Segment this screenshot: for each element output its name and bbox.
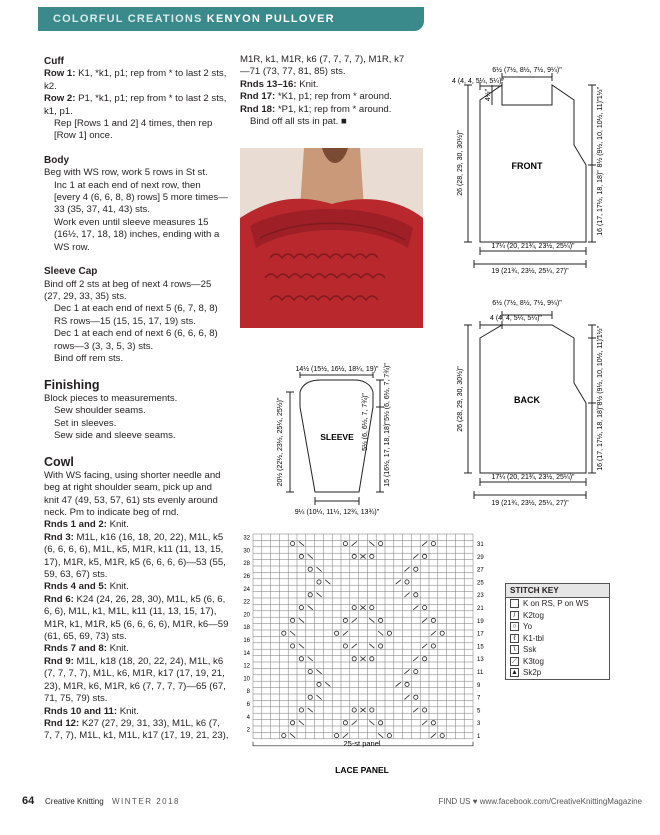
front-chest-label: 19 (21¾, 23½, 25¼, 27)" [491,268,569,275]
instruction-paragraph [44,217,229,254]
instruction-paragraph [44,430,229,442]
yarn-over-mark [431,542,435,546]
yarn-over-mark [343,644,347,648]
instruction-text: Sew side and sleeve seams. [54,429,176,441]
instruction-paragraph [44,581,229,593]
ssk-mark [299,721,304,725]
yarn-over-mark [308,670,312,674]
footer-find-us: FIND US ♥ www.facebook.com/CreativeKnittingMagazine [438,797,642,806]
front-neck-width-label: 6½ (7½, 8½, 7½, 9¼)" [492,67,562,74]
page-number: 64 [22,795,35,807]
instruction-paragraph [240,91,410,103]
yarn-over-mark [291,644,295,648]
chart-row-label-odd: 7 [477,695,481,702]
k2tog-mark [431,631,436,635]
instruction-paragraph [44,279,229,304]
front-hem-label: 17¼ (20, 21¾, 23½, 25¼)" [491,243,575,250]
instruction-paragraph [44,405,229,417]
k2tog-mark [404,669,409,673]
yarn-over-mark [352,606,356,610]
stitch-symbol-icon: ℓ [510,634,519,643]
instruction-text: M1R, k1, M1R, k6 (7, 7, 7, 7), M1R, k7—71 (73, 77, 81, 85) sts. [240,54,405,78]
yarn-over-mark [299,606,303,610]
chart-row-label-even: 26 [243,574,250,580]
chart-row-label-odd: 15 [477,644,484,651]
yarn-over-mark [317,580,321,584]
row-label: Rnd 3: [44,531,74,543]
chart-row-label-even: 22 [243,599,250,606]
instruction-paragraph [240,54,410,79]
chart-row-label-odd: 29 [477,554,484,561]
row-label: Rnd 9: [44,655,74,667]
stitch-label: Yo [523,622,533,632]
yarn-over-mark [352,708,356,712]
k2tog-mark [404,593,409,597]
stitch-label: Ssk [523,645,537,655]
ssk-mark [316,695,321,699]
instruction-text: Knit. [106,581,129,593]
instruction-paragraph [44,718,229,743]
back-chest-dim [474,491,586,499]
instruction-text: K24 (24, 26, 28, 30), M1L, k5 (6, 6, 6, 6), M1L, k1, M1L, k11 (11, 13, 15, 17), M1R, k1, M1R, k5 (6, 6, 6, 6), M1R, k6—59 (61, 65, 69, 73) sts. [44,593,229,643]
yarn-over-mark [379,644,383,648]
chart-row-label-odd: 25 [477,580,484,587]
stitch-symbol-icon: \ [510,645,519,654]
yarn-over-mark [335,631,339,635]
chart-row-label-odd: 1 [477,734,481,740]
yarn-over-mark [299,554,303,558]
chart-row-label-even: 6 [246,702,250,708]
yarn-over-mark [282,631,286,635]
instruction-text: Beg with WS row, work 5 rows in St st. [44,167,208,179]
chart-row-label-odd: 19 [477,618,484,625]
instruction-paragraph [44,470,229,520]
sleeve-upper-label: 20½ (22½, 23½, 25¼, 25½)" [277,397,284,487]
ssk-mark [290,733,295,737]
chart-row-label-odd: 17 [477,631,484,638]
ssk-mark [308,605,313,609]
stitch-key-item [506,644,609,656]
stitch-key-item [506,598,609,610]
chart-row-label-odd: 31 [477,542,484,548]
yarn-over-mark [370,708,374,712]
back-shoulder-label: 4 (4, 4, 5¼, 5¼)" [490,315,542,322]
stitch-symbol-icon: ▲ [511,669,518,677]
yarn-over-mark [291,618,295,622]
sleeve-top-label: 14½ (15½, 16½, 18¼, 19)" [295,366,379,373]
ssk-mark [378,733,383,737]
chart-row-label-even: 32 [243,535,250,542]
ssk-mark [325,682,330,686]
k2tog-mark [352,721,357,725]
instruction-paragraph [44,643,229,655]
yarn-over-mark [370,554,374,558]
yarn-over-mark [370,657,374,661]
ssk-mark [378,631,383,635]
chart-row-label-even: 18 [243,625,250,632]
instruction-text: Dec 1 at each end of next 5 (6, 7, 8, 8) RS rows—15 (15, 15, 17, 19) sts. [54,303,218,327]
k2tog-mark [422,541,427,545]
k2tog-mark [413,554,418,558]
k2tog-mark [413,657,418,661]
magazine-name: Creative Knitting [45,797,104,806]
chart-row-label-odd: 27 [477,567,484,574]
yarn-over-mark [414,567,418,571]
back-side-label: 16 (17, 17½, 18, 18)" [597,405,604,471]
instruction-text: Dec 1 at each end of next 6 (6, 6, 6, 8) rows—3 (3, 3, 5, 3) sts. [54,328,218,352]
chart-row-label-even: 8 [246,689,250,696]
yarn-over-mark [423,657,427,661]
instruction-text: Sew shoulder seams. [54,405,146,417]
front-armhole-label: 8½ (9½, 10, 10½, 11)" [597,98,604,168]
chart-title: LACE PANEL [335,765,389,775]
chart-row-label-even: 28 [243,561,250,568]
chart-row-label-even: 14 [243,650,250,657]
k2tog-mark [404,695,409,699]
ssk-mark [316,669,321,673]
front-length-label: 26 (28, 29, 30, 30½)" [457,130,464,196]
section-heading: Sleeve Cap [44,266,98,278]
instruction-paragraph [44,68,229,93]
k2tog-mark [422,721,427,725]
back-armhole-label: 8½ (9½, 10, 10½, 11)" [597,336,604,406]
yarn-over-mark [405,682,409,686]
instruction-paragraph [44,303,229,328]
chart-row-label-odd: 23 [477,593,484,600]
front-schematic [440,55,620,275]
instruction-text: K1, *k1, p1; rep from * to last 2 sts, k2. [44,68,227,92]
stitch-label: K2tog [523,610,544,620]
instruction-paragraph [44,594,229,644]
yarn-over-mark [414,670,418,674]
row-label: Rnds 1 and 2: [44,519,107,531]
page-footer [0,795,660,815]
yarn-over-mark [291,721,295,725]
k2tog-mark [422,644,427,648]
sleeve-side-dims [376,380,384,492]
back-schematic [440,293,620,513]
instruction-text: With WS facing, using shorter needle and beg at right shoulder seam, pick up and knit 47 (49, 53, 57, 61) sts evenly around neck. Pm to indicate beg of rnd. [44,469,221,518]
instruction-text: Knit. [296,78,319,90]
chart-row-label-even: 24 [243,586,250,593]
back-shoulder-drop-label: 1½" [597,325,604,339]
section-heading: Cuff [44,56,64,67]
yarn-over-mark [335,734,339,738]
stitch-key-rows [506,598,609,679]
yarn-over-mark [291,542,295,546]
yarn-over-mark [423,554,427,558]
chart-row-label-even: 30 [243,548,250,555]
instruction-text: *K1, p1; rep from * around. [275,91,392,103]
chart-row-label-odd: 3 [477,721,481,728]
ssk-mark [290,631,295,635]
back-label: BACK [514,395,540,405]
chart-symbols [282,541,445,737]
chart-row-label-even: 4 [246,714,250,721]
instruction-text: Knit. [117,705,139,717]
k2tog-mark [431,733,436,737]
instruction-text: Bind off 2 sts at beg of next 4 rows—25 (27, 29, 33, 35) sts. [44,278,212,302]
yarn-over-mark [308,567,312,571]
yarn-over-mark [414,695,418,699]
stitch-key [505,583,610,680]
instruction-paragraph [44,180,229,217]
issue-label: WINTER 2018 [111,797,181,806]
back-neck-width-label: 6½ (7½, 8½, 7½, 9¼)" [492,300,562,307]
yarn-over-mark [379,542,383,546]
section-heading: Cowl [44,455,74,470]
front-neck-depth-label: 4½" [485,88,492,102]
front-chest-dim [474,260,586,268]
row-label: Rnd 18: [240,103,276,115]
ssk-mark [308,657,313,661]
instruction-paragraph [44,93,229,118]
instruction-text: Bind off all sts in pat. ■ [250,116,347,128]
yarn-over-mark [282,734,286,738]
instruction-text: Knit. [106,643,129,655]
stitch-key-item [506,633,609,645]
sweater-photo [240,148,423,328]
front-neck-dim [502,73,552,81]
front-side-label: 16 (17, 17½, 18, 18)" [597,170,604,236]
chart-row-label-even: 10 [243,676,250,683]
yarn-over-mark [370,606,374,610]
sweater-photo-illustration [240,148,423,328]
k2tog-mark [352,618,357,622]
k2tog-mark [404,567,409,571]
back-hem-label: 17¼ (20, 21¾, 23½, 25¼)" [491,474,575,481]
instructions-column-1 [44,56,229,743]
k2tog-mark [352,644,357,648]
instructions-column-2 [240,54,410,128]
k2tog-mark [413,708,418,712]
k2tog-mark [422,618,427,622]
instruction-text: P1, *k1, p1; rep from * to last 2 sts, k1, p1. [44,93,227,117]
sleeve-upper-dim [286,392,294,492]
front-shoulder-label: 4 (4, 4, 5¼, 5¼)" [452,78,504,85]
k2tog-mark [396,682,401,686]
instruction-paragraph [44,328,229,353]
yarn-over-mark [387,631,391,635]
front-label: FRONT [511,161,543,171]
instruction-text: Work even until sleeve measures 15 (16½, 17, 18, 18) inches, ending with a WS row. [54,216,220,253]
instruction-text: M1L, k16 (16, 18, 20, 22), M1L, k5 (6, 6, 6, 6), M1L, k5, M1R, k11 (11, 13, 15, 17), M1R, k5, M1R, k5 (6, 6, 6, 6)—53 (55, 59, 63, 67) sts. [44,531,226,581]
yarn-over-mark [423,606,427,610]
stitch-key-item [506,621,609,633]
back-side-dims [588,325,596,473]
instruction-paragraph [44,519,229,531]
stitch-label: K3tog [523,656,544,666]
yarn-over-mark [308,593,312,597]
ssk-mark [308,708,313,712]
instruction-text: Rep [Rows 1 and 2] 4 times, then rep [Row 1] once. [54,118,213,142]
back-shoulder-dim [480,321,502,329]
ssk-mark [308,554,313,558]
header-kicker: COLORFUL CREATIONS [53,13,203,25]
yarn-over-mark [299,657,303,661]
instruction-paragraph [44,353,229,365]
ssk-mark [316,593,321,597]
k2tog-mark [413,605,418,609]
yarn-over-mark [343,721,347,725]
ssk-mark [369,618,374,622]
stitch-symbol-icon: ⟋ [510,657,519,666]
sleeve-cuff-label: 9¼ (10¼, 11¼, 12¾, 13¾)" [294,509,380,516]
yarn-over-mark [343,618,347,622]
sleeve-length-label: 15 (16½, 17, 18, 18)" [384,421,391,487]
instruction-paragraph [44,706,229,718]
stitch-symbol-icon: / [510,611,519,620]
stitch-symbol-icon: ○ [510,622,519,631]
instruction-text: K27 (27, 29, 31, 33), M1L, k6 (7, 7, 7, 7), M1L, k1, M1L, k17 (17, 19, 21, 23), [44,717,229,742]
sleeve-label: SLEEVE [320,432,354,442]
instruction-text: M1L, k18 (18, 20, 22, 24), M1L, k6 (7, 7, 7, 7), M1L, k6, M1R, k17 (17, 19, 21, 23), M1R, k6, M1R, k6 (7, 7, 7, 7)—65 (67, 71, 75, 79) sts. [44,655,226,705]
instruction-paragraph [44,418,229,430]
row-label: Rnd 6: [44,593,74,605]
chart-row-label-odd: 5 [477,708,481,715]
yarn-over-mark [308,695,312,699]
chart-row-label-even: 2 [246,727,250,734]
instruction-text: Knit. [106,519,129,531]
yarn-over-mark [423,708,427,712]
instruction-paragraph [44,167,229,179]
instruction-paragraph [44,532,229,582]
row-label: Rnds 13–16: [240,78,297,90]
stitch-symbol-icon [510,599,519,608]
row-label: Row 2: [44,93,76,105]
row-label: Rnd 12: [44,717,80,729]
instruction-paragraph [44,393,229,405]
sleeve-schematic [255,362,425,522]
chart-panel-label: 25-st panel [343,739,381,748]
ssk-mark [299,541,304,545]
instruction-paragraph [44,656,229,706]
stitch-label: Sk2p [523,668,542,678]
front-shoulder-drop-label: 1½" [597,86,604,100]
stitch-key-title: STITCH KEY [506,584,609,598]
chart-row-label-even: 20 [243,612,250,619]
yarn-over-mark [343,542,347,546]
yarn-over-mark [299,708,303,712]
ssk-mark [325,580,330,584]
back-length-label: 26 (28, 29, 30, 30½)" [457,366,464,432]
instruction-paragraph [240,104,410,116]
sleeve-cuff-dim [315,497,359,505]
instruction-text: *P1, k1; rep from * around. [275,103,392,115]
ssk-mark [369,721,374,725]
yarn-over-mark [317,682,321,686]
ssk-mark [369,541,374,545]
ssk-mark [316,567,321,571]
instruction-text: Inc 1 at each end of next row, then [every 4 (6, 6, 8, 8) rows] 5 more times—33 (35, 37, 41, 43) sts. [54,179,228,216]
chart-row-label-odd: 9 [477,682,481,689]
section-heading: Finishing [44,378,100,393]
lace-panel-chart [233,528,493,778]
row-label: Rnds 10 and 11: [44,705,118,717]
ssk-mark [299,644,304,648]
row-label: Rnd 17: [240,91,276,103]
yarn-over-mark [431,644,435,648]
k2tog-mark [396,580,401,584]
front-length-dim [464,85,472,242]
chart-row-label-even: 16 [243,638,250,644]
header-title: KENYON PULLOVER [206,13,335,25]
stitch-key-item [506,667,609,679]
chart-row-label-odd: 11 [477,670,484,676]
chart-row-label-even: 12 [243,663,250,670]
row-label: Rnds 4 and 5: [44,581,107,593]
yarn-over-mark [387,734,391,738]
yarn-over-mark [431,618,435,622]
yarn-over-mark [379,618,383,622]
back-chest-label: 19 (21¾, 23½, 25¼, 27)" [491,500,569,507]
instruction-text: Set in sleeves. [54,417,117,429]
front-side-dims [588,85,596,242]
chart-grid [253,534,473,746]
instruction-text: Block pieces to measurements. [44,392,178,404]
yarn-over-mark [352,554,356,558]
yarn-over-mark [440,734,444,738]
sleeve-cap-side-label: 5½ (6, 6½, 7, 7¾)" [362,393,369,451]
stitch-label: K1-tbl [523,633,544,643]
yarn-over-mark [414,593,418,597]
stitch-key-item [506,610,609,622]
chart-row-label-odd: 21 [477,606,484,612]
stitch-key-item [506,656,609,668]
instruction-text: Bind off rem sts. [54,352,124,364]
section-header [38,7,424,31]
k2tog-mark [352,541,357,545]
chart-row-label-odd: 13 [477,657,484,664]
yarn-over-mark [431,721,435,725]
footer-magazine [45,797,180,806]
section-heading: Body [44,154,69,166]
row-label: Rnds 7 and 8: [44,643,107,655]
ssk-mark [299,618,304,622]
k2tog-mark [343,631,348,635]
yarn-over-mark [379,721,383,725]
k2tog-mark [343,733,348,737]
back-length-dim [464,325,472,473]
instruction-paragraph [44,118,229,143]
row-label: Row 1: [44,68,76,80]
instruction-paragraph [240,116,410,128]
sleeve-cap-height-label: 5½ (6, 6½, 7, 7¾)" [384,363,391,421]
yarn-over-mark [440,631,444,635]
ssk-mark [369,644,374,648]
yarn-over-mark [352,657,356,661]
stitch-label: K on RS, P on WS [523,599,589,609]
instruction-paragraph [240,79,410,91]
yarn-over-mark [405,580,409,584]
